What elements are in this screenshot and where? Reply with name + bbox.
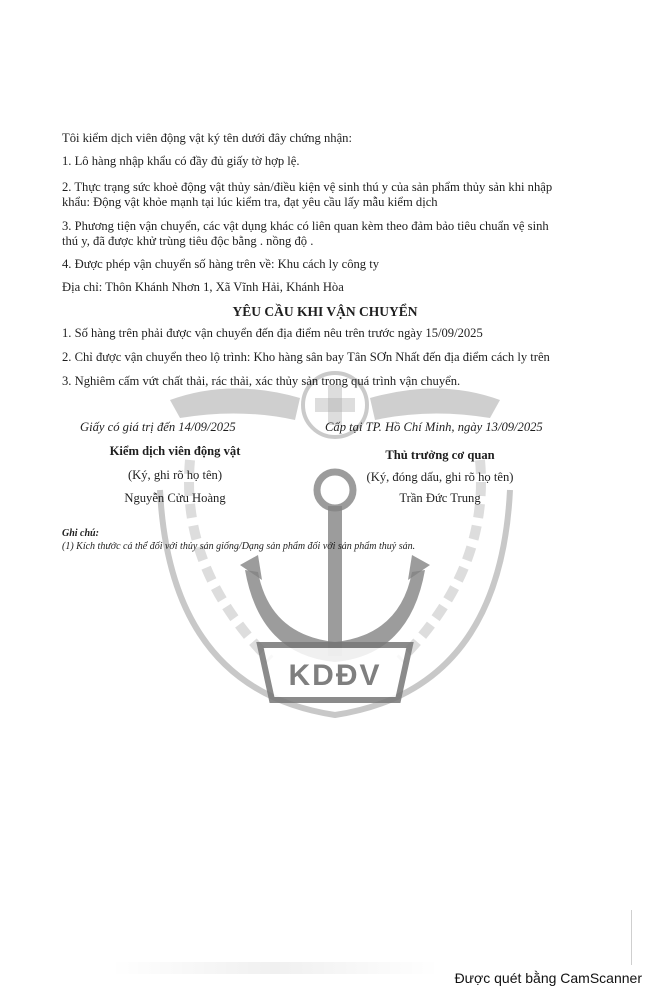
issue-place-date: Cấp tại TP. Hồ Chí Minh, ngày 13/09/2025 xyxy=(325,420,543,434)
head-of-agency-title: Thủ trưởng cơ quan xyxy=(385,448,495,462)
cert-item-3-line2: thú y, đã được khử trùng tiêu độc bằng . nồng độ . xyxy=(62,234,314,248)
transport-req-2: 2. Chỉ được vận chuyển theo lộ trình: Kho hàng sân bay Tân SƠn Nhất đến địa điểm cách ly trên xyxy=(62,350,550,364)
validity-date: Giấy có giá trị đến 14/09/2025 xyxy=(80,420,236,434)
inspector-sign-note: (Ký, ghi rõ họ tên) xyxy=(127,468,223,482)
camscanner-footer: Được quét bằng CamScanner xyxy=(451,968,646,988)
inspector-title: Kiểm dịch viên động vật xyxy=(109,444,241,458)
head-of-agency-name: Trần Đức Trung xyxy=(399,491,481,505)
emblem-label: KDĐV xyxy=(288,659,382,692)
transport-req-1: 1. Số hàng trên phải được vận chuyển đến địa điểm nêu trên trước ngày 15/09/2025 xyxy=(62,326,483,340)
cert-item-4: 4. Được phép vận chuyển số hàng trên về: Khu cách ly công ty xyxy=(62,257,380,271)
transport-req-3: 3. Nghiêm cấm vứt chất thải, rác thải, xác thủy sản trong quá trình vận chuyển. xyxy=(62,374,461,388)
destination-address: Địa chỉ: Thôn Khánh Nhơn 1, Xã Vĩnh Hải, Khánh Hòa xyxy=(62,280,344,294)
notes-label: Ghi chú: xyxy=(62,528,99,539)
notes-text: (1) Kích thước cá thể đối với thủy sản giống/Dạng sản phẩm đối với sản phẩm thuỷ sản. xyxy=(62,541,416,552)
cert-item-2-line1: 2. Thực trạng sức khoẻ động vật thủy sản/điều kiện vệ sinh thú y của sản phẩm thủy sản khi nhập xyxy=(62,180,553,194)
transport-heading: YÊU CẦU KHI VẬN CHUYỂN xyxy=(232,304,418,319)
inspector-name: Nguyễn Cửu Hoàng xyxy=(124,491,226,505)
page-edge-mark xyxy=(631,910,632,965)
head-of-agency-sign-note: (Ký, đóng dấu, ghi rõ họ tên) xyxy=(366,470,514,484)
certification-intro: Tôi kiểm dịch viên động vật ký tên dưới đây chứng nhận: xyxy=(62,131,352,145)
cert-item-3-line1: 3. Phương tiện vận chuyển, các vật dụng khác có liên quan kèm theo đảm bảo tiêu chuẩn vệ sinh xyxy=(62,219,549,233)
cert-item-2-line2: khẩu: Động vật khỏe mạnh tại lúc kiểm tra, đạt yêu cầu lấy mẫu kiểm dịch xyxy=(62,195,438,209)
cert-item-1: 1. Lô hàng nhập khẩu có đầy đủ giấy tờ hợp lệ. xyxy=(62,154,300,168)
scan-smudge xyxy=(110,962,440,974)
